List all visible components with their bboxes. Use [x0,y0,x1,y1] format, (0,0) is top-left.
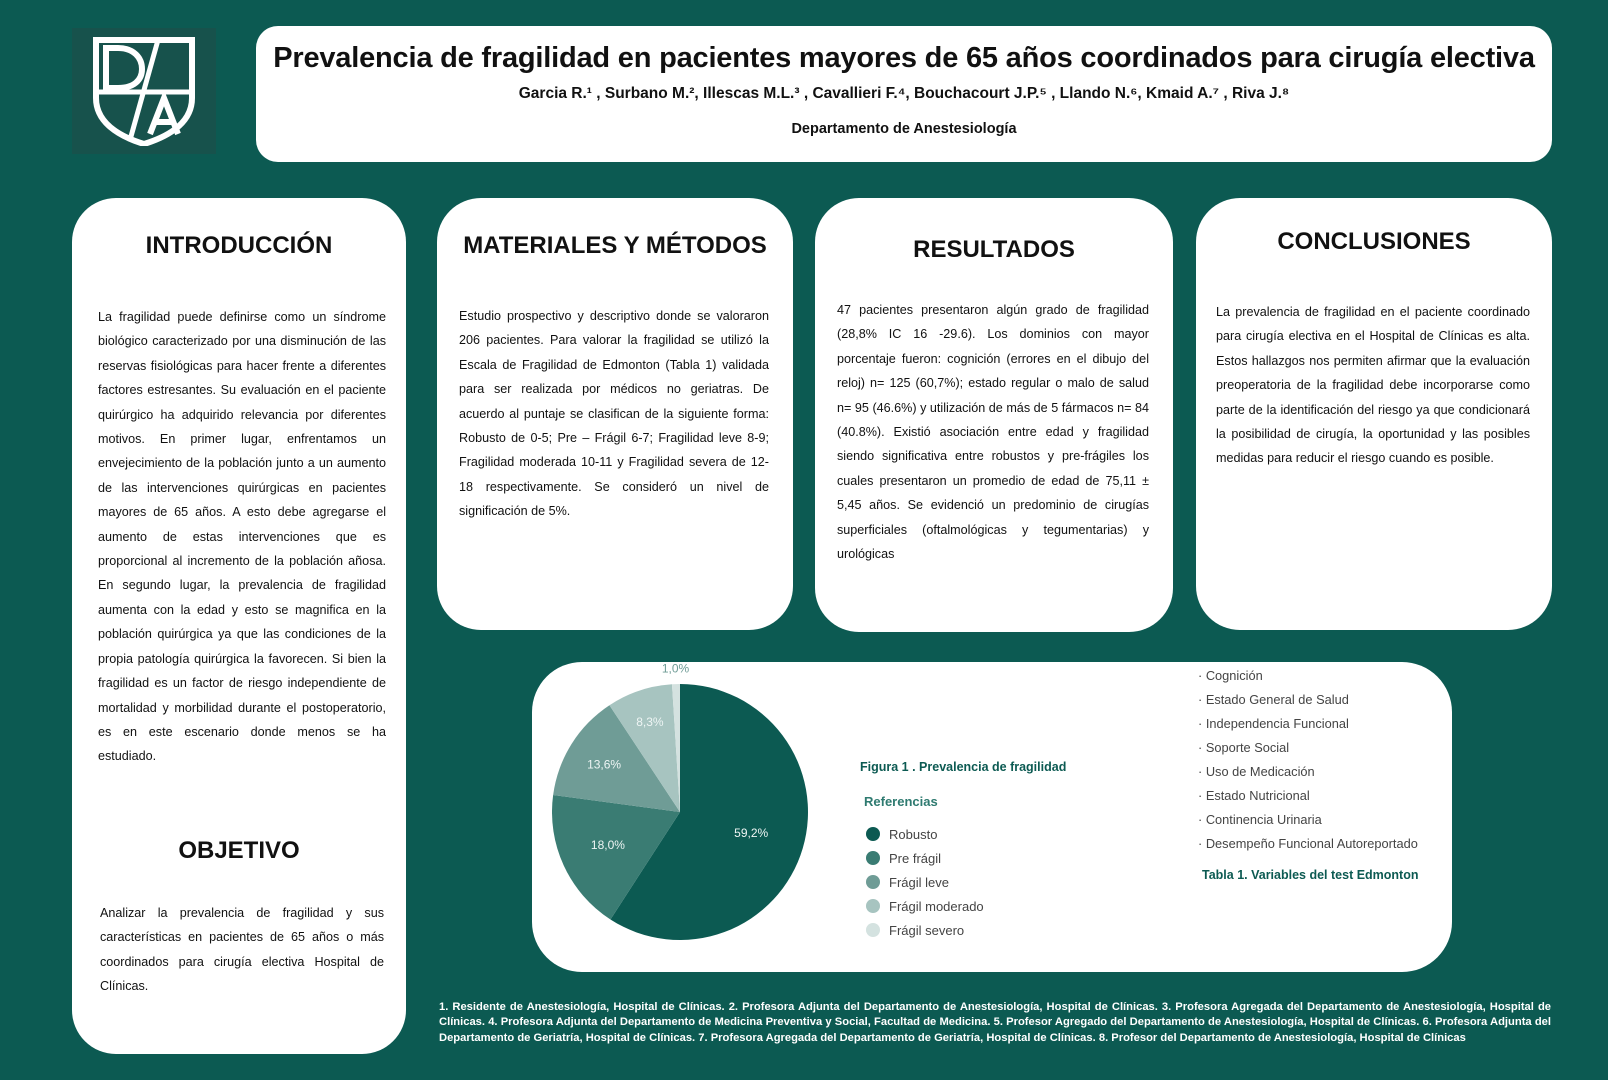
introduction-card [72,198,406,1054]
introduction-title: INTRODUCCIÓN [145,232,333,259]
figure-caption: Figura 1 . Prevalencia de fragilidad [860,760,1067,774]
legend-label: Pre frágil [889,850,942,866]
pie-label-1: 59,2% [734,826,769,841]
edmonton-variable: · Cognición [1198,668,1263,683]
results-card [815,198,1173,632]
methods-card [437,198,793,630]
pie-label-4: 8,3% [636,715,664,730]
legend-swatch [866,875,880,889]
frailty-pie-chart [552,662,852,972]
table-caption: Tabla 1. Variables del test Edmonton [1202,868,1419,882]
legend-label: Frágil severo [889,922,965,938]
legend-swatch [866,923,880,937]
figure-card [532,662,1452,972]
edmonton-variable: · Soporte Social [1198,740,1290,755]
edmonton-variable: · Desempeño Funcional Autoreportado [1198,836,1418,851]
authors-line: Garcia R.¹ , Surbano M.², Illescas M.L.³ , Cavallieri F.⁴, Bouchacourt J.P.⁵ , Llando N.⁶, Kmaid A.⁷ , Riva J.⁸ [518,85,1290,102]
legend-label: Frágil leve [889,874,949,890]
pie-label-3: 13,6% [587,757,622,772]
legend-title: Referencias [864,794,938,809]
objective-title: OBJETIVO [178,836,300,864]
legend-item [866,894,984,918]
objective-body: Analizar la prevalencia de fragilidad y sus características en pacientes de 65 años o más coordinados para cirugía electiva Hospital de Clínicas. [100,905,384,993]
methods-body: Estudio prospectivo y descriptivo donde se valoraron 206 pacientes. Para valorar la fragilidad se utilizó la Escala de Fragilidad de Edmonton (Tabla 1) validada para ser realizada por médicos no geriatras. De acuerdo al puntaje se clasifican de la siguiente forma: Robusto de 0-5; Pre – Frágil 6-7; Fragilidad leve 8-9; Fragilidad moderada 10-11 y Fragilidad severa de 12-18 respectivamente. Se consideró un nivel de significación de 5%. [459,309,769,519]
affiliation-footnotes: 1. Residente de Anestesiología, Hospital de Clínicas. 2. Profesora Adjunta del Departamento de Anestesiología, Hospital de Clínicas. 3. Profesora Agregada del Departamento de Anestesiología, Hospital de Clínicas. 4. Profesora Adjunta del Departamento de Medicina Preventiva y Social, Facultad de Medicina. 5. Profesor Agregado del Departamento de Anestesiología, Hospital de Clínicas. 6. Profesora Adjunta del Departamento de Geriatría, Hospital de Clínicas. 7. Profesora Agregada del Departamento de Geriatría, Hospital de Clínicas. 8. Profesor del Departamento de Anestesiología, Hospital de Clínicas [439,1001,1551,1044]
da-logo-icon [92,36,196,146]
results-body: 47 pacientes presentaron algún grado de fragilidad (28,8% IC 16 -29.6). Los dominios con mayor porcentaje fueron: cognición (errores en el dibujo del reloj) n= 125 (60,7%); estado regular o malo de salud n= 95 (46.6%) y utilización de más de 5 fármacos n= 84 (40.8%). Existió asociación entre edad y fragilidad siendo significativa entre robustos y pre-frágiles los cuales presentaron un promedio de edad de 75,11 ± 5,45 años. Se evidenció un predominio de cirugías superficiales (oftalmológicas y tegumentarias) y urológicas [837,303,1149,562]
edmonton-variables-list [1198,664,1418,856]
pie-legend [866,822,984,942]
legend-item [866,918,984,942]
legend-item [866,822,984,846]
pie-label-2: 18,0% [590,838,625,853]
edmonton-variable: · Independencia Funcional [1198,716,1349,731]
pie-label-5: 1,0% [661,662,690,676]
legend-swatch [866,851,880,865]
legend-item [866,870,984,894]
edmonton-variable: · Estado General de Salud [1198,692,1349,707]
legend-item [866,846,984,870]
legend-label: Robusto [889,826,938,842]
poster-header [256,26,1552,162]
results-title: RESULTADOS [913,236,1075,263]
legend-swatch [866,899,880,913]
edmonton-variable: · Estado Nutricional [1198,788,1310,803]
introduction-body: La fragilidad puede definirse como un síndrome biológico caracterizado por una disminución de las reservas fisiológicas para hacer frente a diferentes factores estresantes. Su evaluación en el paciente quirúrgico ha adquirido relevancia por diferentes motivos. En primer lugar, enfrentamos un envejecimiento de la población junto a un aumento de las intervenciones quirúrgicas en pacientes mayores de 65 años. A esto debe agregarse el aumento de estas intervenciones que es proporcional al incremento de la población añosa. En segundo lugar, la prevalencia de fragilidad aumenta con la edad y esto se magnifica en la población quirúrgica ya que las condiciones de la propia patología quirúrgica la favorecen. Si bien la fragilidad es un factor de riesgo independiente de mortalidad y morbilidad durante el postoperatorio, es en este escenario donde menos se ha estudiado. [98,310,386,764]
edmonton-variable: · Continencia Urinaria [1198,812,1322,827]
edmonton-variable: · Uso de Medicación [1198,764,1315,779]
department-name: Departamento de Anestesiología [791,121,1017,137]
conclusions-title: CONCLUSIONES [1277,228,1471,255]
methods-title: MATERIALES Y MÉTODOS [463,232,767,259]
poster-title: Prevalencia de fragilidad en pacientes mayores de 65 años coordinados para cirugía electiva [273,42,1535,74]
conclusions-card [1196,198,1552,630]
legend-swatch [866,827,880,841]
legend-label: Frágil moderado [889,898,984,914]
da-shield-logo [72,28,216,154]
conclusions-body: La prevalencia de fragilidad en el paciente coordinado para cirugía electiva en el Hospital de Clínicas es alta. Estos hallazgos nos permiten afirmar que la evaluación preoperatoria de la fragilidad debe incorporarse como parte de la identificación del riesgo ya que condicionará la posibilidad de cirugía, la oportunidad y las posibles medidas para reducir el riesgo cuando es posible. [1216,305,1530,466]
